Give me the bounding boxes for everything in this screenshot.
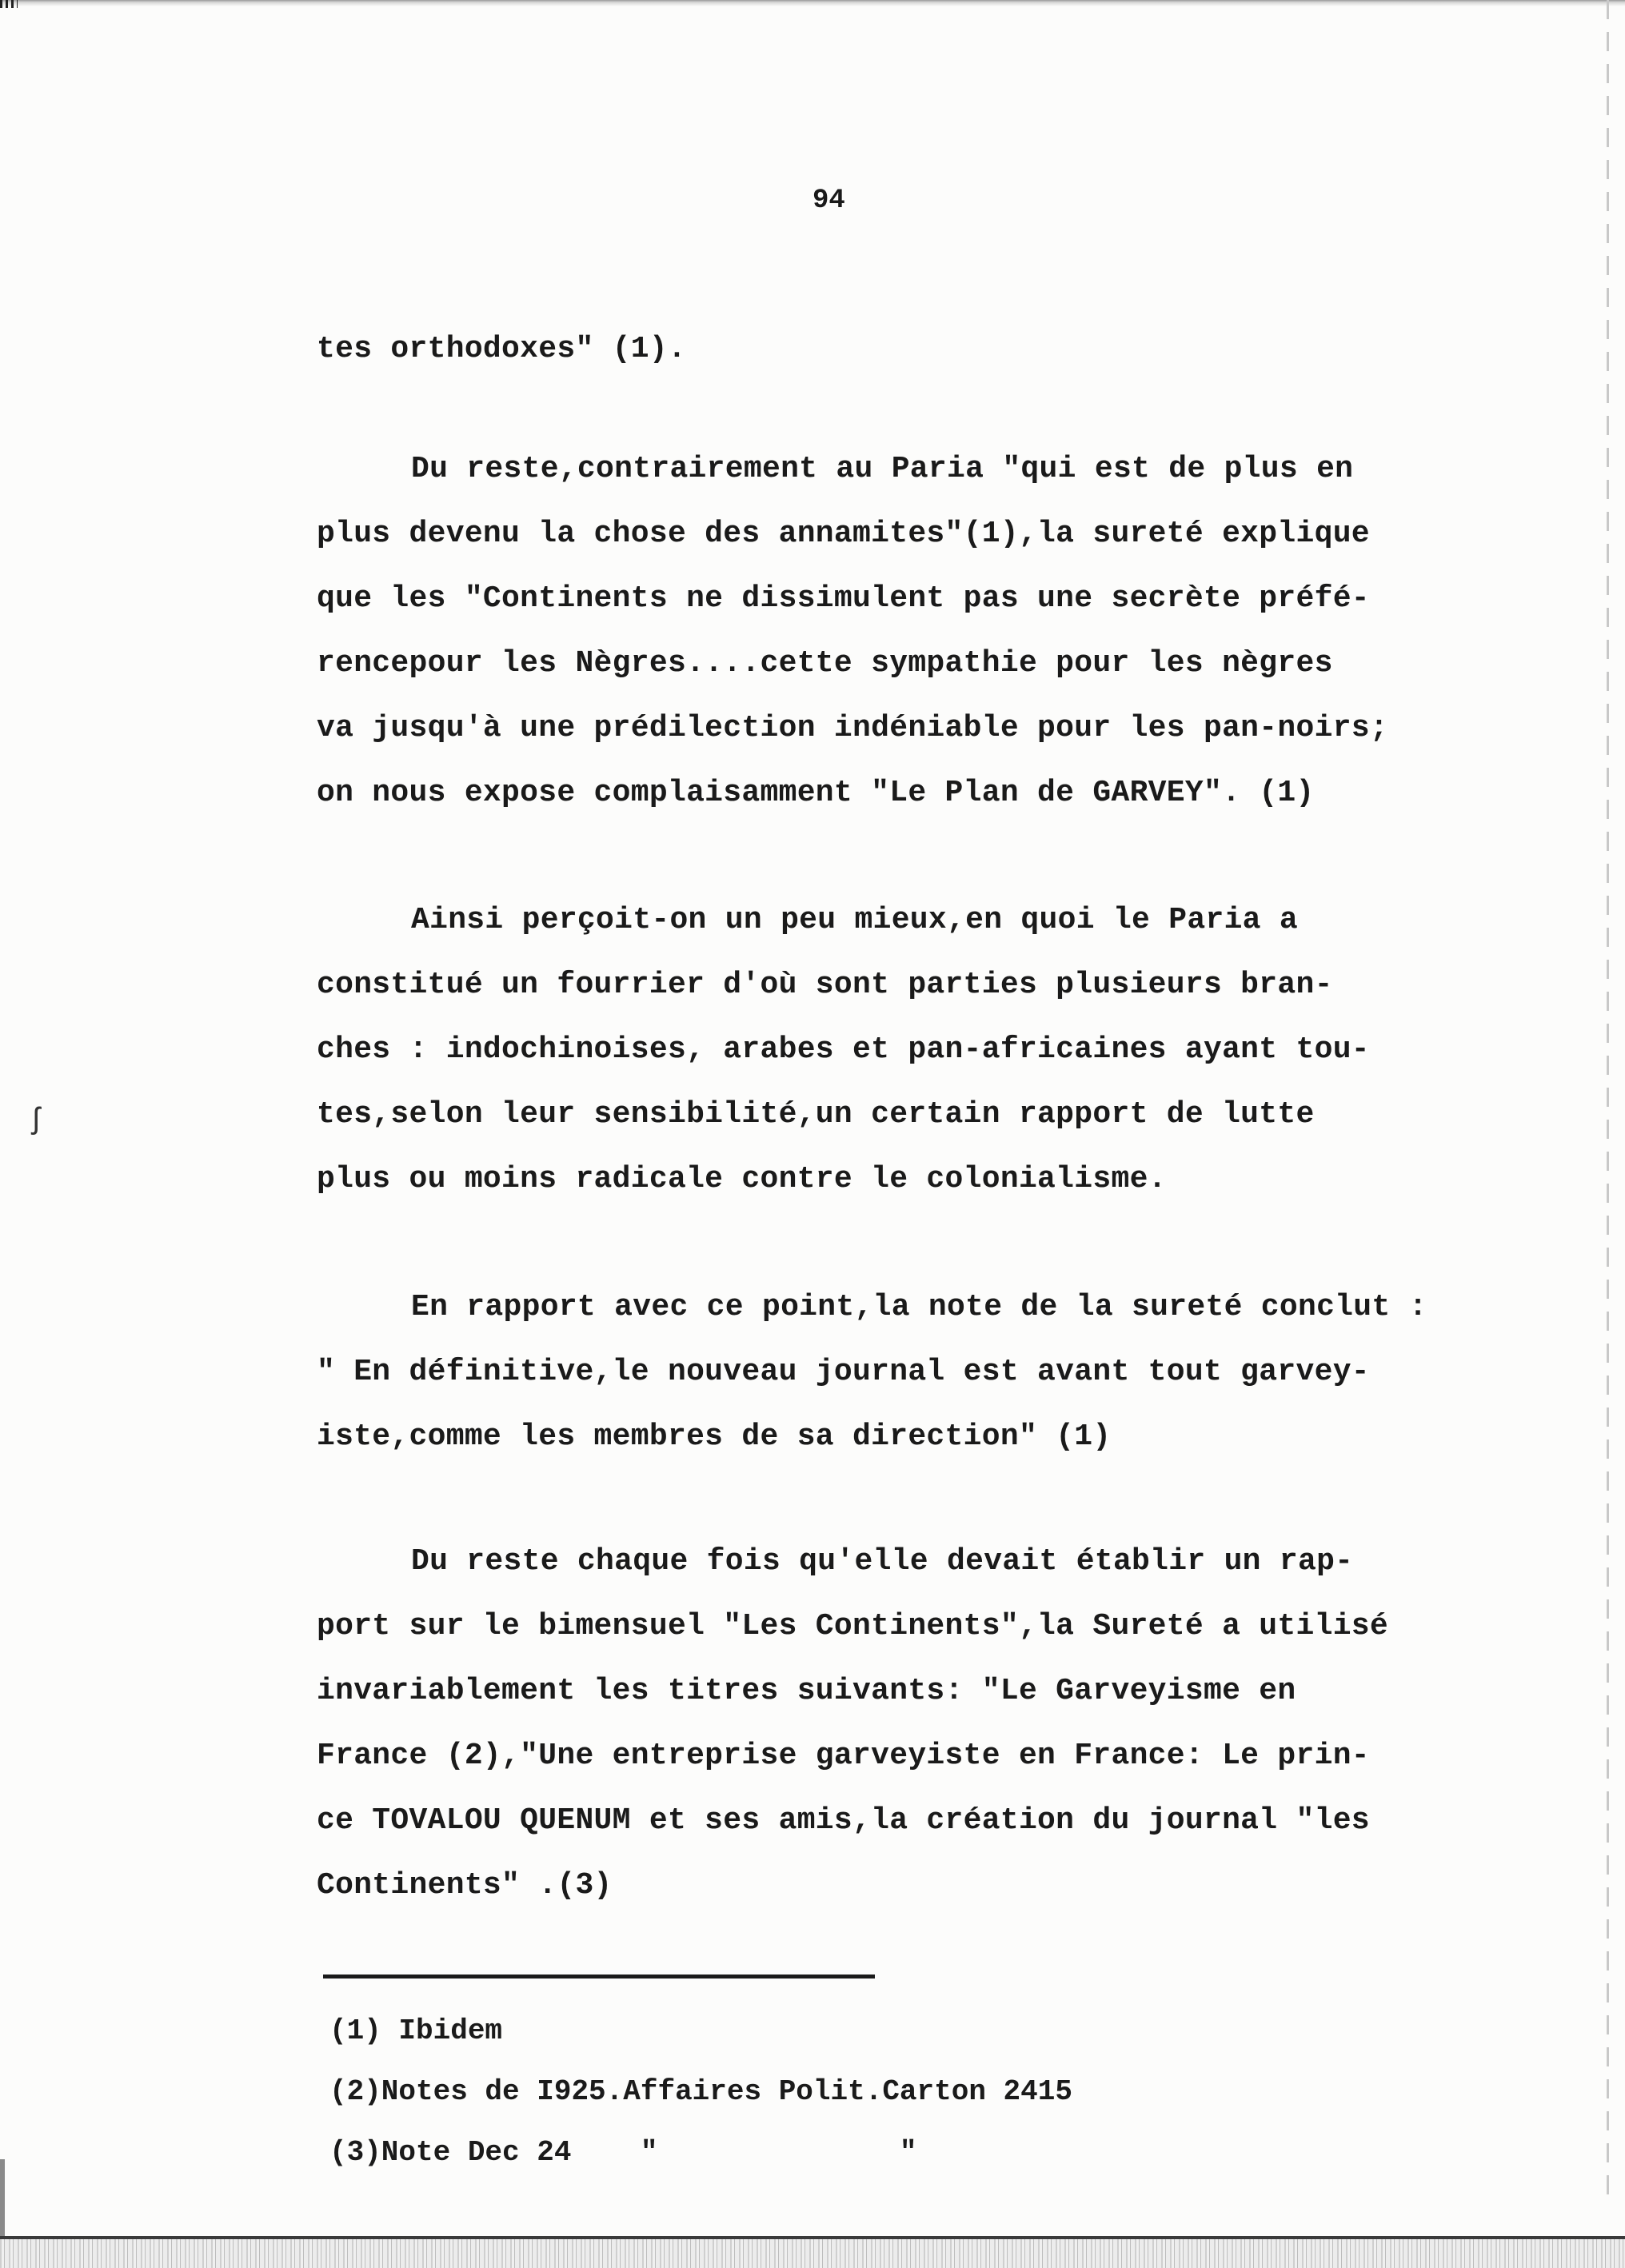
text-line: ches : indochinoises, arabes et pan-africaines ayant tou- xyxy=(317,1032,1370,1067)
paragraph-2 xyxy=(317,888,1500,1212)
footnote-3: (3)Note Dec 24 " " xyxy=(329,2136,917,2169)
text-line: Du reste chaque fois qu'elle devait établir un rap- xyxy=(411,1544,1354,1579)
stray-pen-mark: ʃ xyxy=(27,1104,46,1138)
continuation-text xyxy=(317,317,1500,381)
text-line: que les "Continents ne dissimulent pas une secrète préfé- xyxy=(317,581,1370,616)
text-line: " En définitive,le nouveau journal est avant tout garvey- xyxy=(317,1355,1370,1389)
text-line: France (2),"Une entreprise garveyiste en France: Le prin- xyxy=(317,1739,1370,1773)
text-line: on nous expose complaisamment "Le Plan de GARVEY". (1) xyxy=(317,776,1315,810)
text-line: ce TOVALOU QUENUM et ses amis,la création du journal "les xyxy=(317,1803,1370,1838)
footnotes xyxy=(329,2001,1072,2183)
text-line: tes,selon leur sensibilité,un certain rapport de lutte xyxy=(317,1097,1315,1132)
text-line: tes orthodoxes" (1). xyxy=(317,332,687,366)
scan-corner-marks xyxy=(0,0,18,8)
text-line: iste,comme les membres de sa direction" (1) xyxy=(317,1419,1112,1454)
text-line: Ainsi perçoit-on un peu mieux,en quoi le Paria a xyxy=(411,903,1298,937)
text-line: rencepour les Nègres....cette sympathie pour les nègres xyxy=(317,646,1333,681)
text-line: Continents" .(3) xyxy=(317,1868,613,1903)
paragraph-1 xyxy=(317,437,1500,825)
text-line: Du reste,contrairement au Paria "qui est de plus en xyxy=(411,452,1354,486)
text-line: constitué un fourrier d'où sont parties plusieurs bran- xyxy=(317,968,1333,1002)
text-line: En rapport avec ce point,la note de la sureté conclut : xyxy=(411,1290,1427,1324)
footnote-divider xyxy=(323,1975,875,1979)
text-line: invariablement les titres suivants: "Le Garveyisme en xyxy=(317,1674,1296,1708)
text-line: plus devenu la chose des annamites"(1),la sureté explique xyxy=(317,517,1370,551)
paragraph-3 xyxy=(317,1275,1500,1469)
page-number: 94 xyxy=(812,186,845,216)
text-line: port sur le bimensuel "Les Continents",la Sureté a utilisé xyxy=(317,1609,1389,1643)
footnote-1: (1) Ibidem xyxy=(329,2014,503,2047)
text-line: plus ou moins radicale contre le colonialisme. xyxy=(317,1162,1167,1196)
text-line: va jusqu'à une prédilection indéniable pour les pan-noirs; xyxy=(317,711,1389,745)
footnote-2: (2)Notes de I925.Affaires Polit.Carton 2415 xyxy=(329,2075,1072,2108)
scan-top-edge xyxy=(0,0,1625,6)
paragraph-4 xyxy=(317,1529,1500,1918)
scan-bottom-edge xyxy=(0,2236,1625,2268)
scan-right-edge xyxy=(1607,0,1609,2207)
